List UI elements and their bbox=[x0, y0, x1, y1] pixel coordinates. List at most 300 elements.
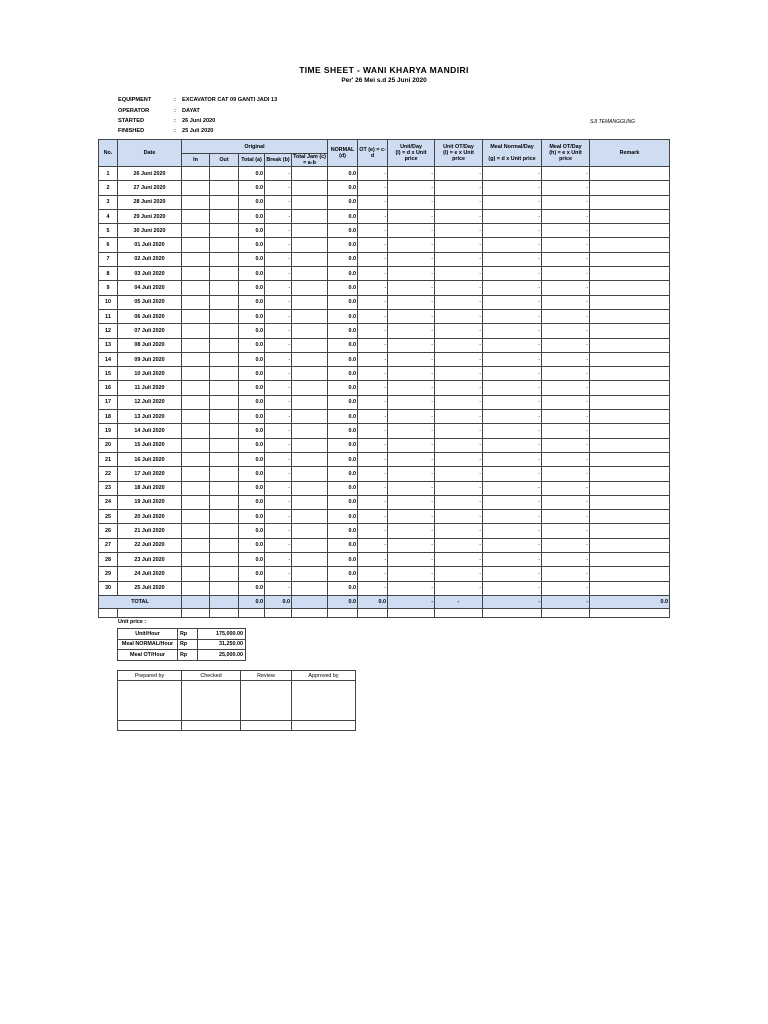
row-no: 7 bbox=[99, 252, 118, 266]
row-in bbox=[182, 581, 210, 595]
row-remark bbox=[590, 424, 670, 438]
row-meal-ot: - bbox=[542, 195, 590, 209]
row-unit-day: - bbox=[388, 424, 435, 438]
row-unit-ot-day: - bbox=[435, 252, 483, 266]
row-total-jam bbox=[292, 452, 328, 466]
row-date: 08 Juli 2020 bbox=[118, 338, 182, 352]
blank-cell bbox=[182, 608, 210, 617]
row-meal-ot: - bbox=[542, 295, 590, 309]
unit-price-table bbox=[117, 628, 246, 661]
row-date: 26 Juni 2020 bbox=[118, 167, 182, 181]
row-meal-ot: - bbox=[542, 438, 590, 452]
table-row bbox=[99, 252, 670, 266]
info-label: EQUIPMENT bbox=[118, 97, 152, 103]
row-unit-ot-day: - bbox=[435, 395, 483, 409]
row-meal-ot: - bbox=[542, 324, 590, 338]
row-remark bbox=[590, 481, 670, 495]
row-out bbox=[210, 252, 239, 266]
row-total: 0.0 bbox=[239, 510, 265, 524]
row-total: 0.0 bbox=[239, 452, 265, 466]
row-in bbox=[182, 209, 210, 223]
table-row bbox=[99, 538, 670, 552]
row-remark bbox=[590, 410, 670, 424]
row-total-jam bbox=[292, 481, 328, 495]
row-unit-day: - bbox=[388, 510, 435, 524]
header-unit-day bbox=[388, 140, 435, 167]
total-meal-normal: - bbox=[483, 595, 542, 608]
table-row bbox=[99, 481, 670, 495]
row-total: 0.0 bbox=[239, 338, 265, 352]
table-row bbox=[99, 224, 670, 238]
row-meal-normal: - bbox=[483, 424, 542, 438]
row-total-jam bbox=[292, 224, 328, 238]
row-unit-day: - bbox=[388, 224, 435, 238]
row-total: 0.0 bbox=[239, 410, 265, 424]
row-unit-ot-day: - bbox=[435, 181, 483, 195]
blank-cell bbox=[358, 608, 388, 617]
row-normal: 0.0 bbox=[328, 295, 358, 309]
price-name: Meal OT/Hour bbox=[118, 650, 178, 661]
timesheet-table bbox=[98, 139, 670, 618]
row-normal: 0.0 bbox=[328, 410, 358, 424]
row-out bbox=[210, 267, 239, 281]
row-in bbox=[182, 252, 210, 266]
row-meal-normal: - bbox=[483, 267, 542, 281]
header-unit-ot-day-formula: (l) = e x Unit price bbox=[443, 150, 474, 162]
blank-cell bbox=[292, 608, 328, 617]
blank-cell bbox=[590, 608, 670, 617]
row-date: 07 Juli 2020 bbox=[118, 324, 182, 338]
row-unit-ot-day: - bbox=[435, 581, 483, 595]
row-ot: - bbox=[358, 481, 388, 495]
row-in bbox=[182, 381, 210, 395]
header-unit-ot-day bbox=[435, 140, 483, 167]
row-total: 0.0 bbox=[239, 195, 265, 209]
row-break: - bbox=[265, 267, 292, 281]
table-row bbox=[99, 309, 670, 323]
row-remark bbox=[590, 567, 670, 581]
row-total-jam bbox=[292, 567, 328, 581]
signature-approved-label: Approved by bbox=[292, 671, 356, 681]
row-meal-ot: - bbox=[542, 338, 590, 352]
row-break: - bbox=[265, 209, 292, 223]
row-meal-ot: - bbox=[542, 424, 590, 438]
blank-cell bbox=[210, 608, 239, 617]
row-in bbox=[182, 338, 210, 352]
info-value: 26 Juni 2020 bbox=[182, 118, 216, 124]
row-in bbox=[182, 324, 210, 338]
row-total-jam bbox=[292, 167, 328, 181]
row-normal: 0.0 bbox=[328, 209, 358, 223]
row-unit-ot-day: - bbox=[435, 309, 483, 323]
row-break: - bbox=[265, 367, 292, 381]
header-unit-day-formula: (l) = d x Unit price bbox=[395, 150, 427, 162]
row-total-jam bbox=[292, 381, 328, 395]
row-meal-ot: - bbox=[542, 467, 590, 481]
row-ot: - bbox=[358, 495, 388, 509]
row-normal: 0.0 bbox=[328, 510, 358, 524]
row-total-jam bbox=[292, 538, 328, 552]
row-unit-day: - bbox=[388, 324, 435, 338]
row-meal-ot: - bbox=[542, 553, 590, 567]
table-row bbox=[99, 209, 670, 223]
row-no: 10 bbox=[99, 295, 118, 309]
info-colon: : bbox=[174, 118, 176, 124]
row-in bbox=[182, 567, 210, 581]
row-date: 28 Juni 2020 bbox=[118, 195, 182, 209]
row-date: 02 Juli 2020 bbox=[118, 252, 182, 266]
row-unit-day: - bbox=[388, 581, 435, 595]
row-unit-ot-day: - bbox=[435, 524, 483, 538]
blank-cell bbox=[435, 608, 483, 617]
row-ot: - bbox=[358, 410, 388, 424]
row-meal-ot: - bbox=[542, 267, 590, 281]
row-break: - bbox=[265, 309, 292, 323]
table-row bbox=[99, 452, 670, 466]
row-ot: - bbox=[358, 367, 388, 381]
row-meal-normal: - bbox=[483, 510, 542, 524]
table-row bbox=[99, 581, 670, 595]
row-meal-ot: - bbox=[542, 224, 590, 238]
row-remark bbox=[590, 195, 670, 209]
row-unit-day: - bbox=[388, 438, 435, 452]
row-no: 22 bbox=[99, 467, 118, 481]
price-amount: 25,000.00 bbox=[198, 650, 246, 661]
row-out bbox=[210, 410, 239, 424]
row-unit-day: - bbox=[388, 452, 435, 466]
signature-space bbox=[241, 681, 292, 721]
row-no: 4 bbox=[99, 209, 118, 223]
row-unit-ot-day: - bbox=[435, 438, 483, 452]
row-remark bbox=[590, 495, 670, 509]
row-unit-day: - bbox=[388, 295, 435, 309]
row-meal-normal: - bbox=[483, 567, 542, 581]
row-remark bbox=[590, 252, 670, 266]
row-out bbox=[210, 181, 239, 195]
header-meal-normal-label: Meal Normal/Day bbox=[490, 144, 534, 150]
row-total: 0.0 bbox=[239, 295, 265, 309]
row-total-jam bbox=[292, 424, 328, 438]
row-total: 0.0 bbox=[239, 567, 265, 581]
row-total: 0.0 bbox=[239, 181, 265, 195]
row-remark bbox=[590, 438, 670, 452]
row-in bbox=[182, 495, 210, 509]
row-unit-ot-day: - bbox=[435, 238, 483, 252]
row-out bbox=[210, 481, 239, 495]
row-normal: 0.0 bbox=[328, 581, 358, 595]
row-ot: - bbox=[358, 252, 388, 266]
row-meal-ot: - bbox=[542, 495, 590, 509]
row-total: 0.0 bbox=[239, 281, 265, 295]
row-unit-ot-day: - bbox=[435, 209, 483, 223]
row-total-jam bbox=[292, 553, 328, 567]
row-meal-normal: - bbox=[483, 524, 542, 538]
row-unit-ot-day: - bbox=[435, 224, 483, 238]
row-ot: - bbox=[358, 424, 388, 438]
row-normal: 0.0 bbox=[328, 524, 358, 538]
row-break: - bbox=[265, 538, 292, 552]
row-no: 13 bbox=[99, 338, 118, 352]
row-out bbox=[210, 467, 239, 481]
row-meal-ot: - bbox=[542, 367, 590, 381]
row-remark bbox=[590, 452, 670, 466]
table-row bbox=[99, 510, 670, 524]
row-ot: - bbox=[358, 324, 388, 338]
header-total-jam: Total Jam (c) = a-b bbox=[293, 154, 326, 166]
total-row bbox=[99, 595, 670, 608]
signature-name bbox=[182, 721, 241, 731]
row-break: - bbox=[265, 324, 292, 338]
row-remark bbox=[590, 309, 670, 323]
blank-cell bbox=[542, 608, 590, 617]
table-row bbox=[99, 567, 670, 581]
row-remark bbox=[590, 581, 670, 595]
table-row bbox=[99, 367, 670, 381]
row-break: - bbox=[265, 524, 292, 538]
table-row bbox=[99, 381, 670, 395]
row-ot: - bbox=[358, 438, 388, 452]
row-total-jam bbox=[292, 510, 328, 524]
row-meal-ot: - bbox=[542, 452, 590, 466]
total-unit-day: - bbox=[388, 595, 435, 608]
row-break: - bbox=[265, 553, 292, 567]
row-total-jam bbox=[292, 281, 328, 295]
signature-prepared-label: Prepared by bbox=[118, 671, 182, 681]
row-out bbox=[210, 295, 239, 309]
signature-name bbox=[241, 721, 292, 731]
row-meal-normal: - bbox=[483, 553, 542, 567]
row-date: 05 Juli 2020 bbox=[118, 295, 182, 309]
row-out bbox=[210, 209, 239, 223]
row-normal: 0.0 bbox=[328, 252, 358, 266]
row-no: 2 bbox=[99, 181, 118, 195]
row-in bbox=[182, 438, 210, 452]
row-date: 14 Juli 2020 bbox=[118, 424, 182, 438]
row-total: 0.0 bbox=[239, 467, 265, 481]
row-total-jam bbox=[292, 295, 328, 309]
header-original: Original bbox=[182, 140, 328, 154]
document-period: Per' 26 Mei s.d 25 Juni 2020 bbox=[341, 77, 427, 84]
total-label: TOTAL bbox=[99, 595, 182, 608]
row-meal-normal: - bbox=[483, 295, 542, 309]
header-normal: NORMAL (d) bbox=[328, 140, 358, 167]
row-unit-day: - bbox=[388, 181, 435, 195]
row-meal-normal: - bbox=[483, 195, 542, 209]
row-meal-normal: - bbox=[483, 538, 542, 552]
row-unit-ot-day: - bbox=[435, 195, 483, 209]
table-row bbox=[99, 467, 670, 481]
total-ot: 0.0 bbox=[358, 595, 388, 608]
row-date: 10 Juli 2020 bbox=[118, 367, 182, 381]
row-remark bbox=[590, 167, 670, 181]
row-total-jam bbox=[292, 367, 328, 381]
row-total: 0.0 bbox=[239, 252, 265, 266]
row-meal-ot: - bbox=[542, 395, 590, 409]
row-no: 29 bbox=[99, 567, 118, 581]
header-meal-ot bbox=[542, 140, 590, 167]
table-row bbox=[99, 167, 670, 181]
row-meal-ot: - bbox=[542, 524, 590, 538]
blank-cell bbox=[388, 608, 435, 617]
row-break: - bbox=[265, 410, 292, 424]
row-unit-ot-day: - bbox=[435, 281, 483, 295]
row-out bbox=[210, 538, 239, 552]
row-total: 0.0 bbox=[239, 309, 265, 323]
row-in bbox=[182, 281, 210, 295]
blank-cell bbox=[118, 608, 182, 617]
info-label: OPERATOR bbox=[118, 108, 150, 114]
row-date: 24 Juli 2020 bbox=[118, 567, 182, 581]
row-total: 0.0 bbox=[239, 224, 265, 238]
row-unit-ot-day: - bbox=[435, 367, 483, 381]
row-date: 30 Juni 2020 bbox=[118, 224, 182, 238]
row-total: 0.0 bbox=[239, 481, 265, 495]
row-unit-ot-day: - bbox=[435, 381, 483, 395]
row-no: 27 bbox=[99, 538, 118, 552]
row-in bbox=[182, 352, 210, 366]
row-unit-day: - bbox=[388, 209, 435, 223]
row-meal-normal: - bbox=[483, 481, 542, 495]
total-meal-ot: - bbox=[542, 595, 590, 608]
unit-price-label: Unit price : bbox=[118, 619, 147, 625]
row-ot: - bbox=[358, 395, 388, 409]
row-in bbox=[182, 238, 210, 252]
row-total: 0.0 bbox=[239, 367, 265, 381]
row-unit-day: - bbox=[388, 481, 435, 495]
signature-name bbox=[118, 721, 182, 731]
row-no: 17 bbox=[99, 395, 118, 409]
row-out bbox=[210, 367, 239, 381]
row-unit-day: - bbox=[388, 195, 435, 209]
row-total: 0.0 bbox=[239, 167, 265, 181]
row-out bbox=[210, 495, 239, 509]
row-break: - bbox=[265, 338, 292, 352]
row-ot: - bbox=[358, 267, 388, 281]
row-remark bbox=[590, 538, 670, 552]
row-meal-ot: - bbox=[542, 538, 590, 552]
row-normal: 0.0 bbox=[328, 381, 358, 395]
row-in bbox=[182, 524, 210, 538]
row-out bbox=[210, 567, 239, 581]
total-remark: 0.0 bbox=[590, 595, 670, 608]
header-in: In bbox=[182, 154, 210, 167]
row-normal: 0.0 bbox=[328, 538, 358, 552]
row-remark bbox=[590, 209, 670, 223]
row-total-jam bbox=[292, 352, 328, 366]
row-out bbox=[210, 510, 239, 524]
row-normal: 0.0 bbox=[328, 395, 358, 409]
row-unit-day: - bbox=[388, 367, 435, 381]
row-break: - bbox=[265, 510, 292, 524]
row-unit-day: - bbox=[388, 395, 435, 409]
row-remark bbox=[590, 510, 670, 524]
row-date: 20 Juli 2020 bbox=[118, 510, 182, 524]
row-normal: 0.0 bbox=[328, 324, 358, 338]
row-date: 17 Juli 2020 bbox=[118, 467, 182, 481]
row-remark bbox=[590, 224, 670, 238]
row-unit-ot-day: - bbox=[435, 410, 483, 424]
row-meal-ot: - bbox=[542, 352, 590, 366]
blank-cell bbox=[99, 608, 118, 617]
row-unit-ot-day: - bbox=[435, 295, 483, 309]
table-row bbox=[99, 395, 670, 409]
row-break: - bbox=[265, 438, 292, 452]
row-normal: 0.0 bbox=[328, 352, 358, 366]
price-row bbox=[118, 650, 246, 661]
row-unit-ot-day: - bbox=[435, 481, 483, 495]
row-no: 20 bbox=[99, 438, 118, 452]
row-total: 0.0 bbox=[239, 524, 265, 538]
row-meal-ot: - bbox=[542, 381, 590, 395]
signature-space bbox=[182, 681, 241, 721]
row-break: - bbox=[265, 481, 292, 495]
row-normal: 0.0 bbox=[328, 238, 358, 252]
row-unit-ot-day: - bbox=[435, 338, 483, 352]
row-out bbox=[210, 524, 239, 538]
blank-cell bbox=[328, 608, 358, 617]
info-value: DAYAT bbox=[182, 108, 200, 114]
total-total: 0.0 bbox=[239, 595, 265, 608]
total-in bbox=[182, 595, 210, 608]
row-no: 30 bbox=[99, 581, 118, 595]
row-break: - bbox=[265, 395, 292, 409]
row-unit-day: - bbox=[388, 267, 435, 281]
row-meal-ot: - bbox=[542, 567, 590, 581]
total-break: 0.0 bbox=[265, 595, 292, 608]
row-unit-ot-day: - bbox=[435, 567, 483, 581]
row-ot: - bbox=[358, 567, 388, 581]
row-ot: - bbox=[358, 309, 388, 323]
row-meal-ot: - bbox=[542, 481, 590, 495]
row-unit-day: - bbox=[388, 467, 435, 481]
row-in bbox=[182, 167, 210, 181]
signature-space bbox=[118, 681, 182, 721]
location-label: SJI TEMANGGUNG bbox=[590, 119, 636, 125]
row-date: 13 Juli 2020 bbox=[118, 410, 182, 424]
table-row bbox=[99, 181, 670, 195]
table-row bbox=[99, 281, 670, 295]
row-ot: - bbox=[358, 352, 388, 366]
info-label: FINISHED bbox=[118, 128, 145, 134]
row-meal-normal: - bbox=[483, 224, 542, 238]
row-total-jam bbox=[292, 324, 328, 338]
row-date: 29 Juni 2020 bbox=[118, 209, 182, 223]
row-break: - bbox=[265, 452, 292, 466]
row-unit-day: - bbox=[388, 309, 435, 323]
table-row bbox=[99, 295, 670, 309]
row-break: - bbox=[265, 352, 292, 366]
row-ot: - bbox=[358, 581, 388, 595]
row-no: 11 bbox=[99, 309, 118, 323]
row-no: 1 bbox=[99, 167, 118, 181]
document-title: TIME SHEET - WANI KHARYA MANDIRI bbox=[299, 65, 469, 75]
row-in bbox=[182, 510, 210, 524]
row-break: - bbox=[265, 467, 292, 481]
row-remark bbox=[590, 553, 670, 567]
row-out bbox=[210, 281, 239, 295]
info-colon: : bbox=[174, 128, 176, 134]
row-total-jam bbox=[292, 410, 328, 424]
row-normal: 0.0 bbox=[328, 195, 358, 209]
row-ot: - bbox=[358, 452, 388, 466]
row-unit-ot-day: - bbox=[435, 538, 483, 552]
row-meal-normal: - bbox=[483, 452, 542, 466]
row-total: 0.0 bbox=[239, 209, 265, 223]
row-unit-ot-day: - bbox=[435, 495, 483, 509]
price-row bbox=[118, 629, 246, 640]
row-date: 27 Juni 2020 bbox=[118, 181, 182, 195]
row-remark bbox=[590, 238, 670, 252]
